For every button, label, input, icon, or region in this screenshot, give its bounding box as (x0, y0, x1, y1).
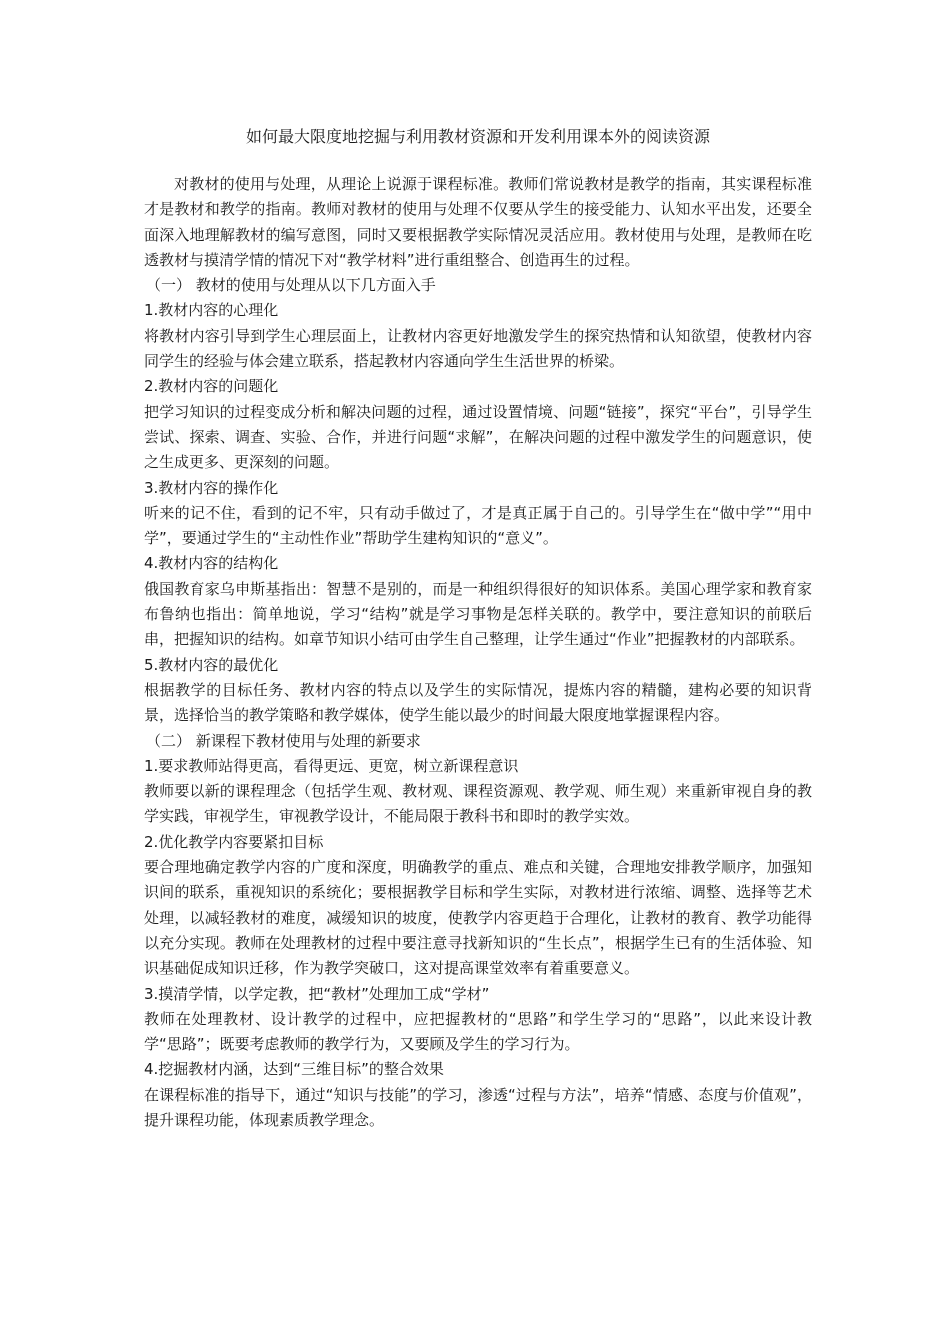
item-body: 要合理地确定教学内容的广度和深度，明确教学的重点、难点和关键，合理地安排教学顺序，加强知识间的联系，重视知识的系统化；要根据教学目标和学生实际，对教材进行浓缩、调整、选择等艺术处理，以减轻教材的难度，减缓知识的坡度，使教学内容更趋于合理化，让教材的教育、教学功能得以充分实现。教师在处理教材的过程中要注意寻找新知识的“生长点”，根据学生已有的生活体验、知识基础促成知识迁移，作为教学突破口，这对提高课堂效率有着重要意义。 (144, 858, 812, 978)
item-body: 俄国教育家乌申斯基指出：智慧不是别的，而是一种组织得很好的知识体系。美国心理学家和教育家布鲁纳也指出：简单地说，学习“结构”就是学习事物是怎样关联的。教学中，要注意知识的前联后串，把握知识的结构。如章节知识小结可由学生自己整理，让学生通过“作业”把握教材的内部联系。 (144, 579, 812, 649)
section-heading: （一） 教材的使用与处理从以下几方面入手 (146, 276, 436, 295)
item-body: 教师要以新的课程理念（包括学生观、教材观、课程资源观、教学观、师生观）来重新审视自身的教学实践，审视学生，审视教学设计，不能局限于教科书和即时的教学实效。 (144, 782, 812, 826)
item-heading: 1.教材内容的心理化 (144, 301, 279, 320)
item-heading: 2.优化教学内容要紧扣目标 (144, 832, 324, 851)
item-body: 根据教学的目标任务、教材内容的特点以及学生的实际情况，提炼内容的精髓，建构必要的知识背景，选择恰当的教学策略和教学媒体，使学生能以最少的时间最大限度地掌握课程内容。 (144, 680, 812, 725)
item-body: 把学习知识的过程变成分析和解决问题的过程，通过设置情境、问题“链接”，探究“平台”，引导学生尝试、探索、调查、实验、合作，并进行问题“求解”，在解决问题的过程中激发学生的问题意识，使之生成更多、更深刻的问题。 (144, 402, 812, 472)
item-body: 在课程标准的指导下，通过“知识与技能”的学习，渗透“过程与方法”，培养“情感、态度与价值观”，提升课程功能，体现素质教学理念。 (144, 1085, 812, 1129)
item-heading: 2.教材内容的问题化 (144, 377, 279, 396)
item-heading: 3.教材内容的操作化 (144, 478, 279, 497)
section-heading: （二） 新课程下教材使用与处理的新要求 (146, 731, 421, 750)
document-title: 如何最大限度地挖掘与利用教材资源和开发利用课本外的阅读资源 (245, 127, 710, 146)
item-body: 听来的记不住，看到的记不牢，只有动手做过了，才是真正属于自己的。引导学生在“做中学”“用中学”，要通过学生的“主动性作业”帮助学生建构知识的“意义”。 (144, 503, 812, 548)
item-heading: 5.教材内容的最优化 (144, 655, 279, 674)
section-1 (144, 273, 812, 728)
document-body (144, 124, 812, 1133)
item-body: 教师在处理教材、设计教学的过程中，应把握教材的“思路”和学生学习的“思路”，以此来设计教学“思路”；既要考虑教师的教学行为，又要顾及学生的学习行为。 (144, 1009, 812, 1054)
section-2 (144, 729, 812, 1134)
item-heading: 4.挖掘教材内涵，达到“三维目标”的整合效果 (144, 1060, 444, 1079)
intro-paragraph: 对教材的使用与处理，从理论上说源于课程标准。教师们常说教材是教学的指南，其实课程标准才是教材和教学的指南。教师对教材的使用与处理不仅要从学生的接受能力、认知水平出发，还要全面深入地理解教材的编写意图，同时又要根据教学实际情况灵活应用。教材使用与处理，是教师在吃透教材与摸清学情的情况下对“教学材料”进行重组整合、创造再生的过程。 (144, 175, 812, 269)
item-heading: 1.要求教师站得更高，看得更远、更宽，树立新课程意识 (144, 756, 519, 775)
item-heading: 3.摸清学情，以学定教，把“教材”处理加工成“学材” (144, 984, 490, 1003)
item-heading: 4.教材内容的结构化 (144, 554, 279, 573)
item-body: 将教材内容引导到学生心理层面上，让教材内容更好地激发学生的探究热情和认知欲望，使教材内容同学生的经验与体会建立联系，搭起教材内容通向学生生活世界的桥梁。 (144, 326, 812, 371)
